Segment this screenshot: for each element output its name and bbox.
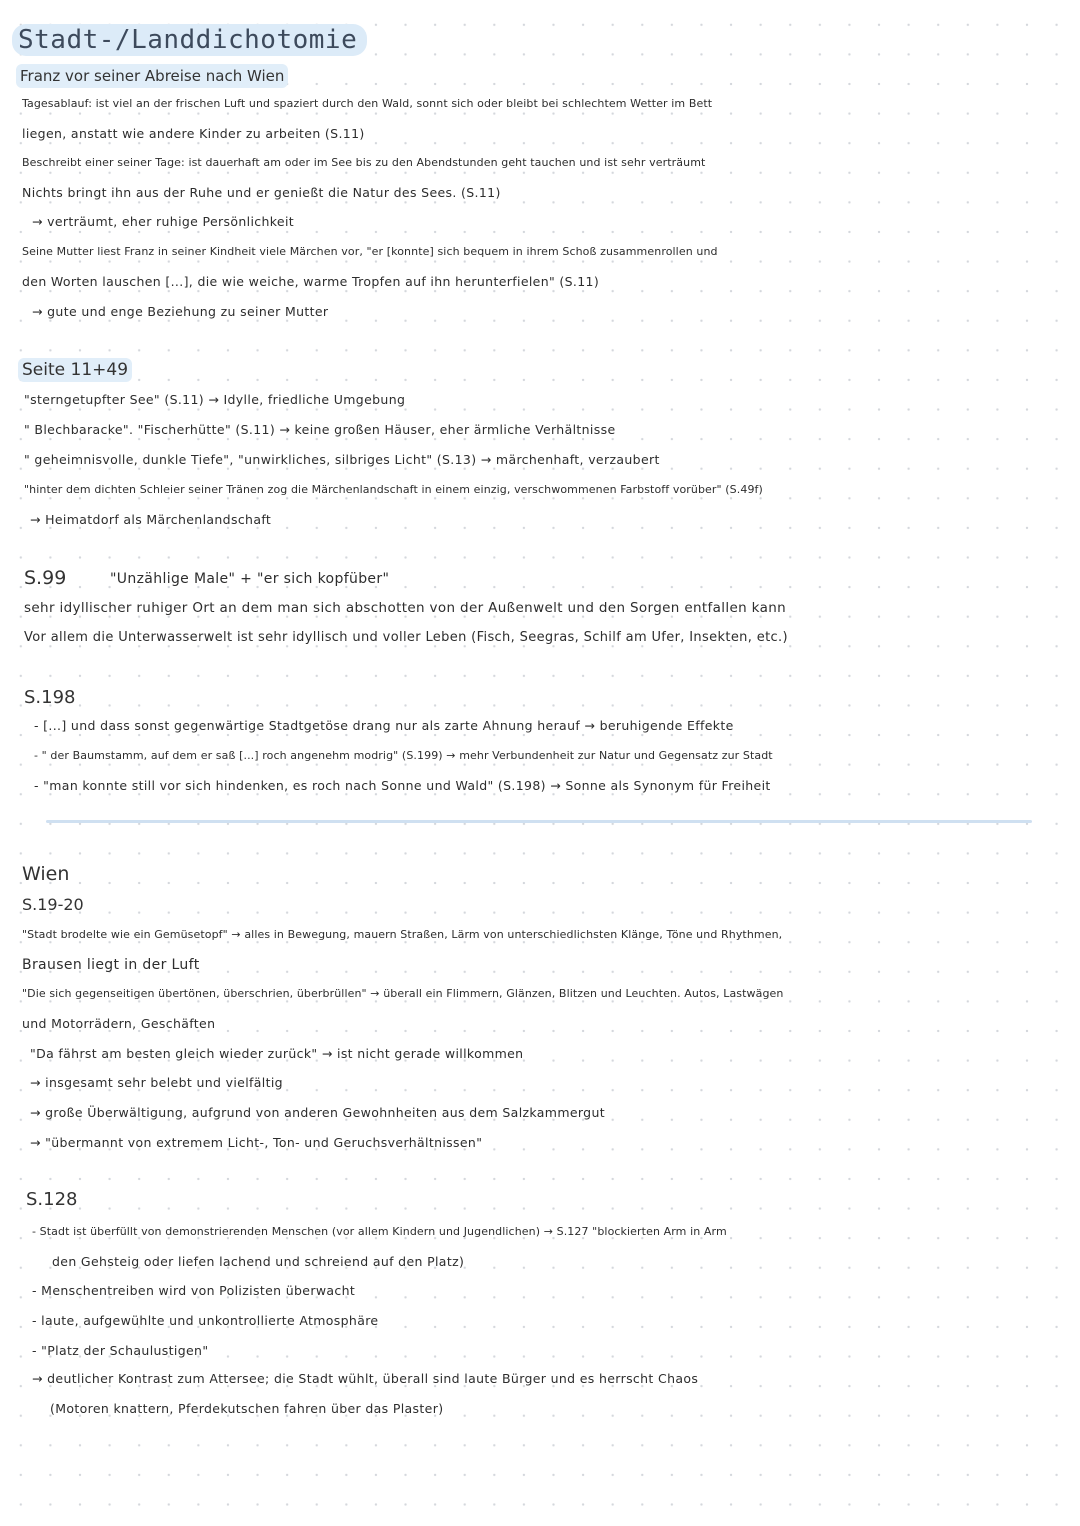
section-heading-s99: S.99: [24, 567, 67, 589]
section-heading-s198: S.198: [24, 687, 76, 708]
text-line: - "man konnte still vor sich hindenken, es roch nach Sonne und Wald" (S.198) → Sonne als Synonym für Freiheit: [34, 778, 771, 793]
text-line: Vor allem die Unterwasserwelt ist sehr idyllisch und voller Leben (Fisch, Seegras, Schilf am Ufer, Insekten, etc.): [24, 630, 788, 645]
text-line: Seine Mutter liest Franz in seiner Kindheit viele Märchen vor, "er [konnte] sich bequem in ihrem Schoß zusammenrollen und: [22, 245, 718, 258]
text-line: - [...] und dass sonst gegenwärtige Stadtgetöse drang nur als zarte Ahnung herauf → beruhigende Effekte: [34, 718, 734, 733]
text-line: Nichts bringt ihn aus der Ruhe und er genießt die Natur des Sees. (S.11): [22, 185, 501, 200]
text-line: "Die sich gegenseitigen übertönen, überschrien, überbrüllen" → überall ein Flimmern, Glänzen, Blitzen und Leuchten. Autos, Lastwägen: [22, 987, 784, 1000]
text-line: Beschreibt einer seiner Tage: ist dauerhaft am oder im See bis zu den Abendstunden geht tauchen und ist sehr verträumt: [22, 156, 706, 169]
text-line: - Stadt ist überfüllt von demonstrierenden Menschen (vor allem Kindern und Jugendlichen) → S.127 "blockierten Arm in Arm: [32, 1225, 727, 1238]
text-line: → gute und enge Beziehung zu seiner Mutter: [32, 304, 329, 319]
text-line: → deutlicher Kontrast zum Attersee; die Stadt wühlt, überall sind laute Bürger und es herrscht Chaos: [32, 1371, 699, 1386]
section-heading-franz: Franz vor seiner Abreise nach Wien: [16, 64, 288, 88]
text-line: → verträumt, eher ruhige Persönlichkeit: [32, 214, 295, 229]
text-line: → insgesamt sehr belebt und vielfältig: [30, 1075, 283, 1090]
text-line: sehr idyllischer ruhiger Ort an dem man sich abschotten von der Außenwelt und den Sorgen entfallen kann: [24, 600, 787, 616]
section-subheading-s19-20: S.19-20: [22, 895, 84, 914]
text-line: und Motorrädern, Geschäften: [22, 1016, 216, 1031]
text-line: " Blechbaracke". "Fischerhütte" (S.11) → keine großen Häuser, eher ärmliche Verhältnisse: [24, 422, 616, 437]
text-line: Tagesablauf: ist viel an der frischen Luft und spaziert durch den Wald, sonnt sich oder bleibt bei schlechtem Wetter im Bett: [22, 97, 713, 110]
text-line: → Heimatdorf als Märchenlandschaft: [30, 512, 272, 527]
text-line: "Da fährst am besten gleich wieder zurück" → ist nicht gerade willkommen: [30, 1046, 524, 1061]
text-line: "hinter dem dichten Schleier seiner Tränen zog die Märchenlandschaft in einem einzig, verschwommenen Farbstoff vorüber" (S.49f): [24, 483, 763, 496]
text-line: liegen, anstatt wie andere Kinder zu arbeiten (S.11): [22, 126, 365, 141]
section-divider: [46, 820, 1032, 823]
text-line: - laute, aufgewühlte und unkontrollierte Atmosphäre: [32, 1313, 379, 1328]
text-line: "sterngetupfter See" (S.11) → Idylle, friedliche Umgebung: [24, 392, 406, 407]
text-line: → große Überwältigung, aufgrund von anderen Gewohnheiten aus dem Salzkammergut: [30, 1105, 605, 1120]
text-line: - "Platz der Schaulustigen": [32, 1343, 209, 1358]
text-line: den Gehsteig oder liefen lachend und schreiend auf den Platz): [52, 1254, 465, 1269]
page-title: Stadt-/Landdichotomie: [12, 24, 367, 56]
text-line: (Motoren knattern, Pferdekutschen fahren über das Plaster): [50, 1401, 444, 1416]
text-line: "Unzählige Male" + "er sich kopfüber": [110, 571, 390, 587]
text-line: "Stadt brodelte wie ein Gemüsetopf" → alles in Bewegung, mauern Straßen, Lärm von unterschiedlichsten Klänge, Töne und Rhythmen,: [22, 928, 783, 941]
text-line: → "übermannt von extremem Licht-, Ton- und Geruchsverhältnissen": [30, 1135, 483, 1150]
text-line: Brausen liegt in der Luft: [22, 957, 200, 973]
text-line: den Worten lauschen [...], die wie weiche, warme Tropfen auf ihn herunterfielen" (S.11): [22, 274, 600, 289]
text-line: - Menschentreiben wird von Polizisten überwacht: [32, 1283, 356, 1298]
text-line: " geheimnisvolle, dunkle Tiefe", "unwirkliches, silbriges Licht" (S.13) → märchenhaft, verzaubert: [24, 452, 660, 467]
text-line: - " der Baumstamm, auf dem er saß [...] roch angenehm modrig" (S.199) → mehr Verbundenheit zur Natur und Gegensatz zur Stadt: [34, 749, 773, 762]
section-heading-s128: S.128: [26, 1189, 78, 1210]
section-heading-wien: Wien: [22, 863, 70, 885]
section-heading-seite-11-49: Seite 11+49: [18, 358, 132, 382]
